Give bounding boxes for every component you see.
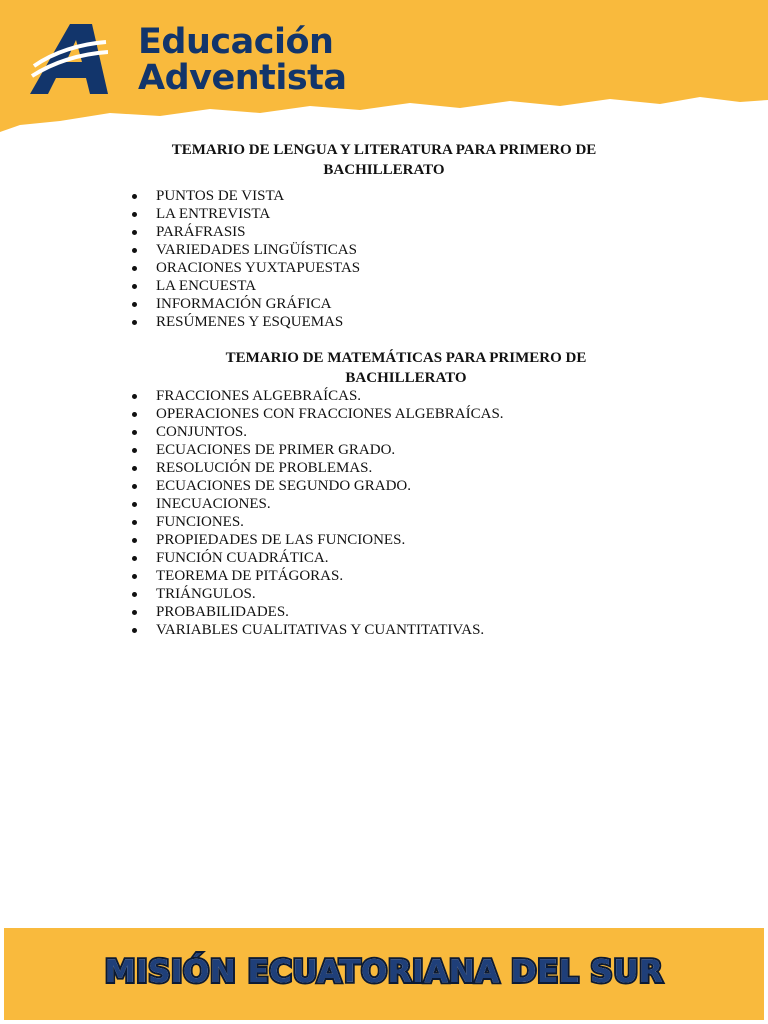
brand-line-1: Educación: [138, 22, 334, 62]
list-item: PROPIEDADES DE LAS FUNCIONES.: [130, 531, 504, 549]
list-item: ECUACIONES DE PRIMER GRADO.: [130, 441, 504, 459]
list-item: LA ENCUESTA: [130, 277, 360, 295]
list-item: RESOLUCIÓN DE PROBLEMAS.: [130, 459, 504, 477]
section-title-lengua: TEMARIO DE LENGUA Y LITERATURA PARA PRIMERO DE BACHILLERATO: [171, 142, 597, 178]
list-item: ORACIONES YUXTAPUESTAS: [130, 259, 360, 277]
list-item: VARIABLES CUALITATIVAS Y CUANTITATIVAS.: [130, 621, 504, 639]
brand-name: [138, 24, 347, 96]
header-background: [0, 0, 768, 140]
list-item: PARÁFRASIS: [130, 223, 360, 241]
list-item: FUNCIÓN CUADRÁTICA.: [130, 549, 504, 567]
list-item: OPERACIONES CON FRACCIONES ALGEBRAÍCAS.: [130, 405, 504, 423]
footer-title: MISIÓN ECUATORIANA DEL SUR: [104, 954, 664, 990]
header-band: [0, 0, 768, 140]
list-item: PUNTOS DE VISTA: [130, 187, 360, 205]
list-item: INFORMACIÓN GRÁFICA: [130, 295, 360, 313]
list-item: INECUACIONES.: [130, 495, 504, 513]
list-item: FRACCIONES ALGEBRAÍCAS.: [130, 387, 504, 405]
list-item: RESÚMENES Y ESQUEMAS: [130, 313, 360, 331]
section-title-matematicas: TEMARIO DE MATEMÁTICAS PARA PRIMERO DE BACHILLERATO: [225, 350, 587, 386]
list-item: CONJUNTOS.: [130, 423, 504, 441]
brand-line-2: Adventista: [138, 58, 347, 98]
adventist-a-logo-icon: [30, 22, 108, 96]
list-item: ECUACIONES DE SEGUNDO GRADO.: [130, 477, 504, 495]
list-item: PROBABILIDADES.: [130, 603, 504, 621]
footer-band: [4, 928, 764, 1020]
list-item: TEOREMA DE PITÁGORAS.: [130, 567, 504, 585]
list-item: TRIÁNGULOS.: [130, 585, 504, 603]
list-item: FUNCIONES.: [130, 513, 504, 531]
topic-list-lengua: [130, 187, 360, 331]
list-item: VARIEDADES LINGÜÍSTICAS: [130, 241, 360, 259]
topic-list-matematicas: [130, 387, 504, 639]
list-item: LA ENTREVISTA: [130, 205, 360, 223]
